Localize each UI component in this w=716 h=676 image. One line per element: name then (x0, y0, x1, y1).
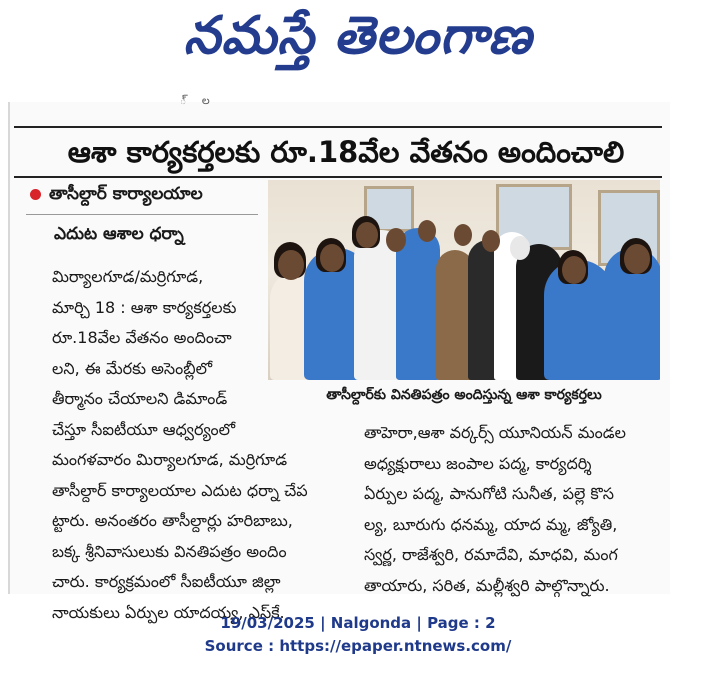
head-shape (356, 222, 378, 248)
body-line: రూ.18వేల వేతనం అందించా (52, 328, 232, 347)
head-shape (510, 236, 530, 260)
person-figure (396, 228, 440, 380)
subhead-line-2: ఎదుట ఆశాల ధర్నా (54, 224, 184, 244)
head-shape (624, 244, 650, 274)
subhead-line-1: తాసీల్దార్ కార్యాలయాల (30, 184, 203, 208)
body-line: తీర్మానం చేయాలని డిమాండ్ (52, 389, 228, 408)
headline-rule-bottom (14, 176, 662, 178)
body-line: మంగళవారం మిర్యాలగూడ, మర్రిగూడ (52, 450, 288, 469)
body-line: బక్క శ్రీనివాసులుకు వినతిపత్రం అందిం (52, 541, 287, 561)
body-line: స్వర్ణ, రాజేశ్వరి, రమాదేవి, మాధవి, మంగ (364, 545, 618, 564)
footer-source: Source : https://epaper.ntnews.com/ (204, 637, 512, 655)
head-shape (278, 250, 304, 280)
headline-rule-top (14, 126, 662, 128)
head-shape (418, 220, 436, 242)
head-shape (320, 244, 344, 272)
body-line: తాహెరా,ఆశా వర్కర్స్ యూనియన్ మండల (364, 423, 626, 442)
head-shape (562, 256, 586, 284)
body-line: లని, ఈ మేరకు అసెంబ్లీలో (52, 358, 213, 378)
body-line: మార్చి 18 : ఆశా కార్యకర్తలకు (52, 297, 237, 317)
subhead-divider (26, 214, 258, 215)
red-bullet-icon (30, 189, 41, 200)
newspaper-logo: నమస్తే తెలంగాణ (183, 6, 533, 66)
body-line: అధ్యక్షురాలు జంపాల పద్మ, కార్యదర్శి (364, 453, 592, 473)
body-line: తాసీల్దార్ కార్యాలయాల ఎదుట ధర్నా చేప (52, 480, 308, 500)
body-line: ఏర్పుల పద్మ, పానుగోటి సునీత, పల్లె కొస (364, 484, 614, 503)
body-line: ట్టారు. అనంతరం తాసీల్దార్లు హరిబాబు, (52, 511, 293, 530)
body-line: నాయకులు ఏర్పుల యాదయ్య, ఎస్‌కే. (52, 602, 285, 622)
top-text-fragment: ్ ల (180, 94, 216, 107)
clipping-left-edge (8, 102, 10, 594)
photo-caption: తాసీల్దార్‌కు వినతిపత్రం అందిస్తున్న ఆశా కార్యకర్తలు (326, 387, 602, 403)
body-line: చారు. కార్యక్రమంలో సీఐటీయూ జిల్లా (52, 572, 281, 591)
body-line: మిర్యాలగూడ/మర్రిగూడ, (52, 267, 204, 286)
head-shape (454, 224, 472, 246)
body-line: ల్య, బూరుగు ధనమ్మ, యాద మ్మ, జ్యోతి, (364, 514, 618, 534)
body-line: చేస్తూ సీఐటీయూ ఆధ్వర్యంలో (52, 419, 236, 439)
body-line: తాయారు, సరిత, మల్లీశ్వరి పాల్గొన్నారు. (364, 575, 610, 595)
head-shape (482, 230, 500, 252)
head-shape (386, 228, 406, 252)
masthead (0, 0, 716, 80)
article-body-right (364, 418, 664, 601)
headline: ఆశా కార్యకర్తలకు రూ.18వేల వేతనం అందించాలి (67, 135, 625, 169)
footer-date-edition: 19/03/2025 | Nalgonda | Page : 2 (220, 614, 496, 632)
news-photo (268, 180, 660, 380)
